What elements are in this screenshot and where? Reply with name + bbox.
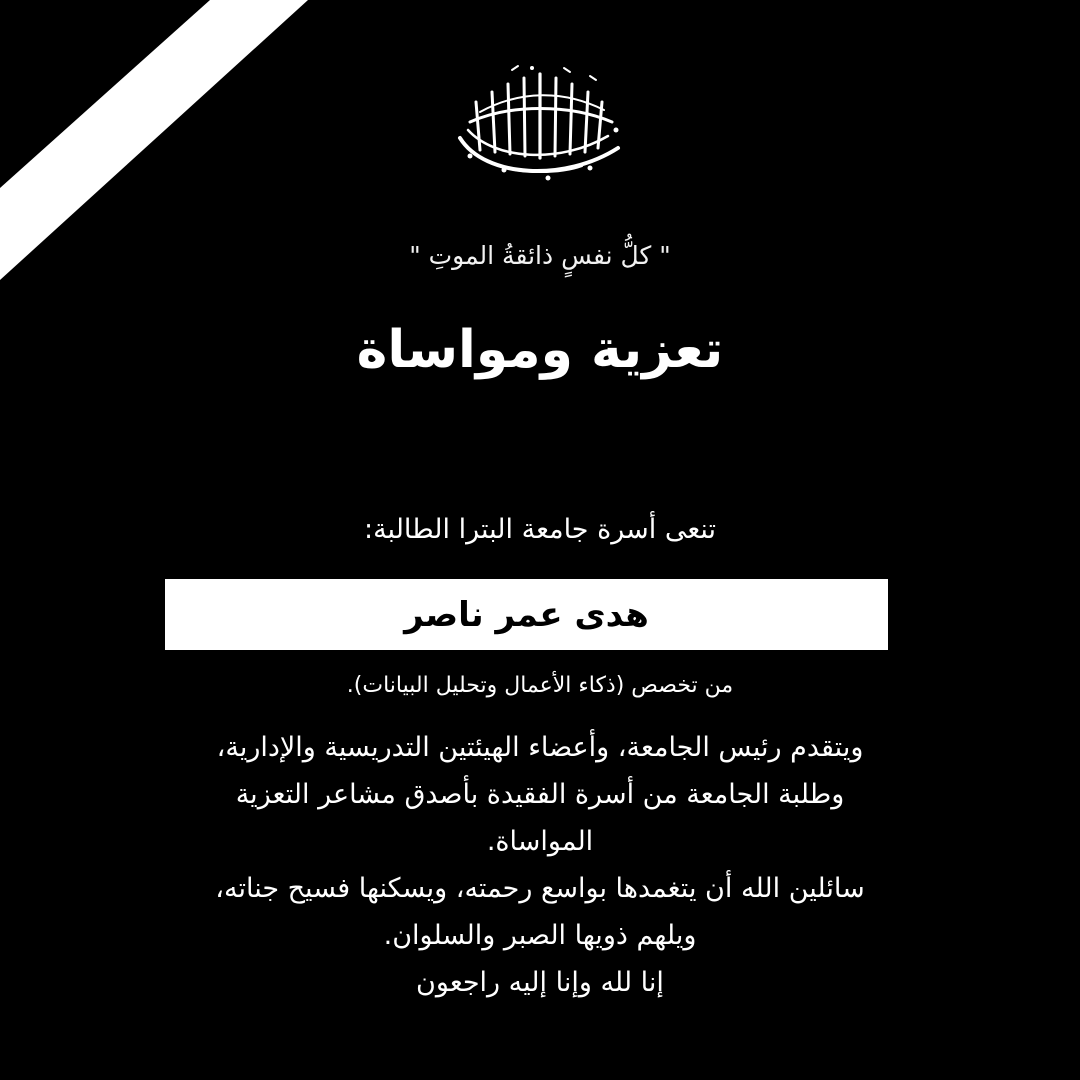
message-line: سائلين الله أن يتغمدها بواسع رحمته، ويسكنها فسيح جناته، <box>215 873 865 904</box>
message-line: ويلهم ذويها الصبر والسلوان. <box>383 920 697 951</box>
quran-verse: " كلُّ نفسٍ ذائقةُ الموتِ " <box>409 241 671 270</box>
message-line: وطلبة الجامعة من أسرة الفقيدة بأصدق مشاعر التعزية <box>235 779 845 810</box>
message-line: إنا لله وإنا إليه راجعون <box>416 967 664 998</box>
message-line: ويتقدم رئيس الجامعة، وأعضاء الهيئتين التدريسية والإدارية، <box>216 732 864 763</box>
announcement-intro: تنعى أسرة جامعة البترا الطالبة: <box>363 514 717 545</box>
page-title: تعزية ومواساة <box>356 320 724 380</box>
condolence-message <box>0 724 1080 1006</box>
basmala-calligraphy-icon <box>440 60 640 190</box>
deceased-name-banner <box>165 579 888 650</box>
deceased-name: هدى عمر ناصر <box>404 594 649 635</box>
major-line: من تخصص (ذكاء الأعمال وتحليل البيانات). <box>346 673 734 698</box>
message-line: المواساة. <box>486 826 594 857</box>
